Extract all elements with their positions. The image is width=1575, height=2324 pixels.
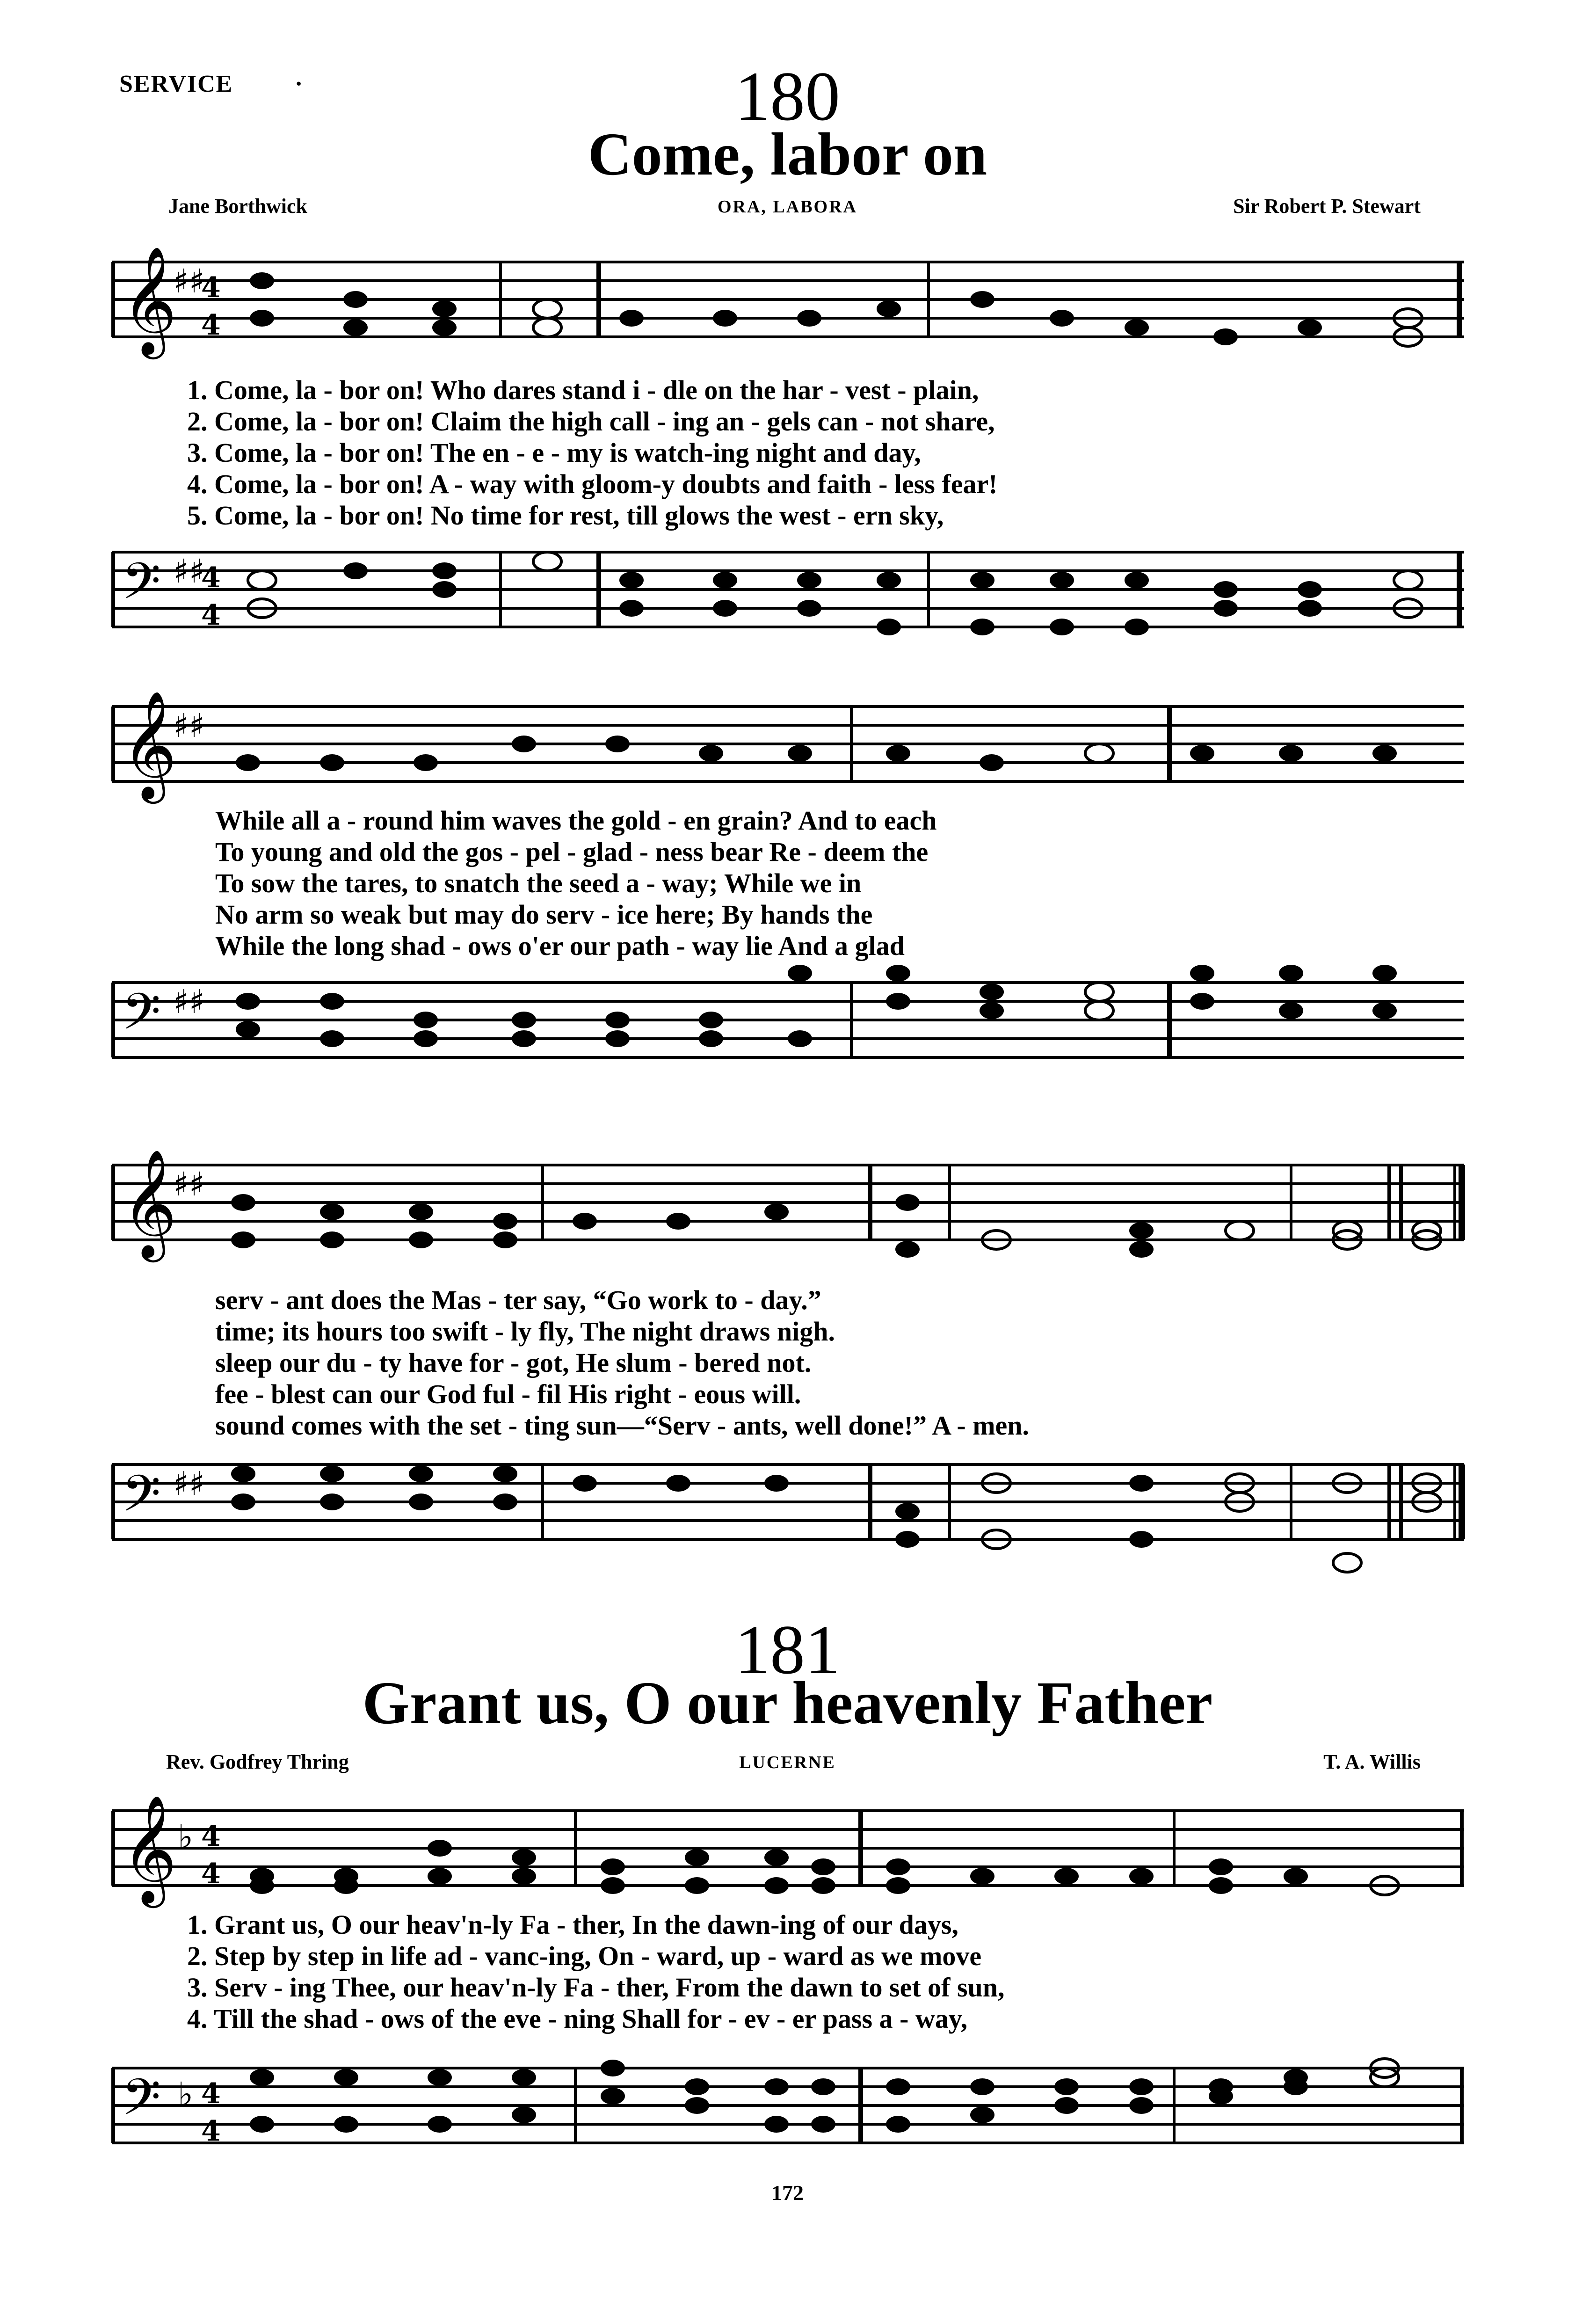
verse-line: fee - blest can our God ful - fil His right - eous will. [215, 1379, 801, 1409]
verse-line: sleep our du - ty have for - got, He slum - bered not. [215, 1348, 812, 1378]
verse-line: To sow the tares, to snatch the seed a - way; While we in [215, 868, 862, 898]
svg-text:4: 4 [201, 599, 221, 632]
svg-text:♭: ♭ [178, 1818, 194, 1856]
svg-text:𝄢: 𝄢 [122, 1464, 161, 1535]
hymn-number: 180 [735, 58, 840, 135]
svg-text:4: 4 [201, 2077, 221, 2110]
treble-staff [112, 1794, 1469, 1918]
section-label: SERVICE [119, 71, 233, 97]
verse-line: 3. Serv - ing Thee, our heav'n-ly Fa - ther, From the dawn to set of sun, [187, 1972, 1005, 2003]
verse-line: 1. Come, la - bor on! Who dares stand i - dle on the har - vest - plain, [187, 375, 979, 405]
verse-line: 2. Step by step in life ad - vanc-ing, On - ward, up - ward as we move [187, 1941, 982, 1971]
svg-text:𝄞: 𝄞 [122, 1794, 177, 1903]
svg-text:4: 4 [201, 1820, 221, 1853]
hymn-composer: T. A. Willis [1323, 1750, 1421, 1773]
verse-line: 1. Grant us, O our heav'n-ly Fa - ther, In the dawn-ing of our days, [187, 1909, 958, 1940]
hymn-author: Jane Borthwick [168, 195, 307, 218]
svg-text:𝄞: 𝄞 [122, 690, 177, 799]
verse-line: While all a - round him waves the gold - en grain? And to each [215, 805, 937, 836]
svg-text:4: 4 [201, 561, 221, 594]
svg-text:𝄢: 𝄢 [122, 2068, 161, 2139]
verse-line: serv - ant does the Mas - ter say, “Go work to - day.” [215, 1285, 821, 1315]
hymn-number: 181 [735, 1611, 840, 1689]
bass-staff [112, 1446, 1469, 1605]
treble-staff [112, 690, 1469, 814]
svg-text:♯♯: ♯♯ [173, 983, 205, 1021]
treble-staff [112, 1149, 1469, 1273]
verse-line: 4. Till the shad - ows of the eve - ning Shall for - ev - er pass a - way, [187, 2003, 968, 2034]
svg-text:𝄞: 𝄞 [122, 246, 177, 355]
bass-staff [112, 964, 1469, 1104]
svg-text:𝄢: 𝄢 [122, 552, 161, 623]
verse-line: No arm so weak but may do serv - ice here; By hands the [215, 899, 873, 930]
svg-text:4: 4 [201, 271, 221, 304]
svg-text:4: 4 [201, 309, 221, 342]
hymn-title: Come, labor on [588, 121, 987, 188]
verse-line: 5. Come, la - bor on! No time for rest, till glows the west - ern sky, [187, 500, 944, 531]
svg-text:𝄢: 𝄢 [122, 982, 161, 1053]
svg-text:4: 4 [201, 2115, 221, 2148]
page-number: 172 [771, 2181, 804, 2205]
svg-text:♭: ♭ [178, 2075, 194, 2113]
hymn-author: Rev. Godfrey Thring [166, 1750, 349, 1773]
verse-line: 4. Come, la - bor on! A - way with gloom-y doubts and faith - less fear! [187, 469, 998, 499]
svg-text:4: 4 [201, 1858, 221, 1890]
tune-name: ORA, LABORA [717, 197, 858, 217]
svg-text:♯♯: ♯♯ [173, 707, 205, 745]
svg-text:♯♯: ♯♯ [173, 262, 205, 300]
verse-line: sound comes with the set - ting sun—“Serv - ants, well done!” A - men. [215, 1410, 1030, 1441]
verse-line: To young and old the gos - pel - glad - ness bear Re - deem the [215, 837, 929, 867]
svg-text:♯♯: ♯♯ [173, 1464, 205, 1503]
treble-staff [112, 246, 1469, 370]
tune-name: LUCERNE [739, 1753, 836, 1772]
verse-line: While the long shad - ows o'er our path - way lie And a glad [215, 931, 905, 961]
svg-text:♯♯: ♯♯ [173, 1165, 205, 1203]
verse-line: 2. Come, la - bor on! Claim the high call - ing an - gels can - not share, [187, 406, 995, 437]
verse-line: 3. Come, la - bor on! The en - e - my is watch-ing night and day, [187, 437, 921, 468]
svg-text:𝄞: 𝄞 [122, 1149, 177, 1258]
bass-staff [112, 2049, 1469, 2190]
section-bullet: · [295, 71, 303, 97]
verse-line: time; its hours too swift - ly fly, The night draws nigh. [215, 1316, 835, 1347]
hymn-composer: Sir Robert P. Stewart [1233, 195, 1421, 218]
svg-text:♯♯: ♯♯ [173, 552, 205, 590]
bass-staff [112, 533, 1469, 674]
hymn-title: Grant us, O our heavenly Father [362, 1669, 1213, 1737]
